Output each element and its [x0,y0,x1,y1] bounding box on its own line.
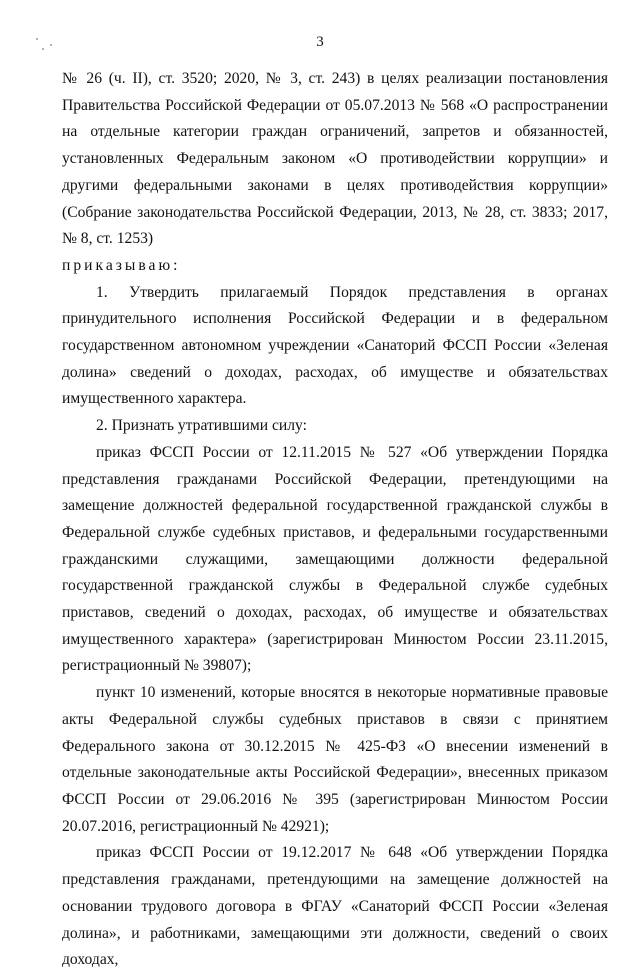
paragraph-item-2: 2. Признать утратившими силу: [96,417,307,435]
paragraph-item-1: 1. Утвердить прилагаемый Порядок представления в органах принудительного исполнения Российской Федерации и в федеральном государственном автономном учреждении «Санаторий ФССП России «Зеленая долина» сведений о доходах, расходах, об имуществе и обязательствах имущественного характера. [62,283,608,408]
paragraph-repealed-order-2: пункт 10 изменений, которые вносятся в некоторые нормативные правовые акты Федеральной службы судебных приставов в связи с принятием Федерального закона от 30.12.2015 № 425-ФЗ «О внесении изменений в отдельные законодательные акты Российской Федерации», внесенных приказом ФССП России от 29.06.2016 № 395 (зарегистрирован Минюстом России 20.07.2016, регистрационный № 42921); [62,684,608,835]
paragraph-order-word: приказываю: [62,256,181,274]
paragraph-preamble: № 26 (ч. II), ст. 3520; 2020, № 3, ст. 243) в целях реализации постановления Правительства Российской Федерации от 05.07.2013 № 568 «О распространении на отдельные категории граждан ограничений, запретов и обязанностей, установленных Федеральным законом «О противодействии коррупции» и другими федеральными законами в целях противодействия коррупции» (Собрание законодательства Российской Федерации, 2013, № 28, ст. 3833; 2017, № 8, ст. 1253) [62,70,608,248]
page-number: 3 [316,34,324,50]
document-body [62,66,608,974]
paragraph-repealed-order-1: приказ ФССП России от 12.11.2015 № 527 «Об утверждении Порядка представления гражданами Российской Федерации, претендующими на замещение должностей федеральной государственной гражданской службы в Федеральной службе судебных приставов, и федеральными государственными гражданскими служащими, замещающими должности федеральной государственной гражданской службы в Федеральной службе судебных приставов, сведений о доходах, расходах, об имуществе и обязательствах имущественного характера» (зарегистрирован Минюстом России 23.11.2015, регистрационный № 39807); [62,443,608,675]
paragraph-repealed-order-3: приказ ФССП России от 19.12.2017 № 648 «Об утверждении Порядка представления гражданами, претендующими на замещение должностей на основании трудового договора в ФГАУ «Санаторий ФССП России «Зеленая долина», и работниками, замещающими эти должности, сведений о своих доходах, [62,844,608,969]
